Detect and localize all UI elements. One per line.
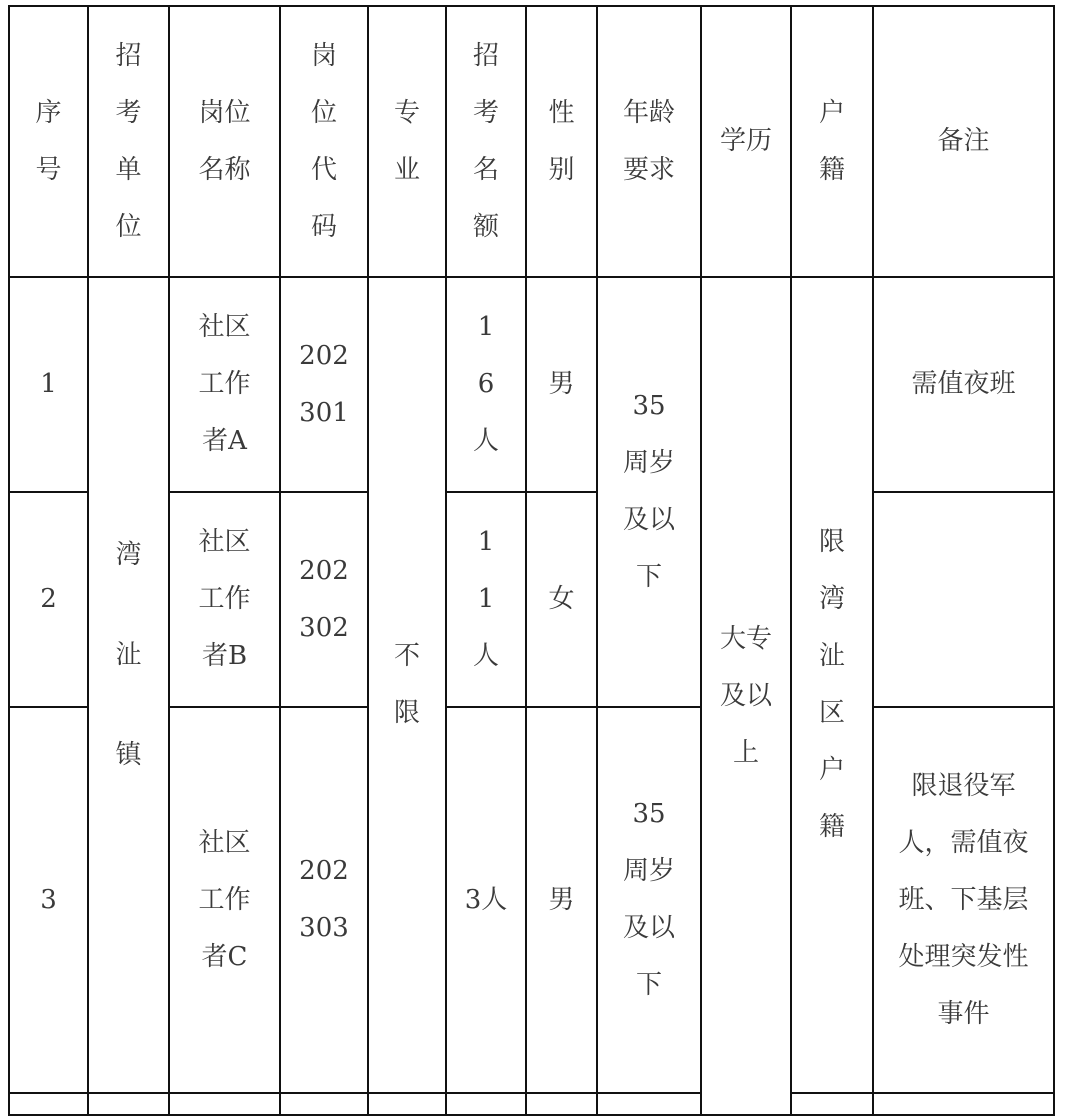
header-education: 学历 [701, 6, 791, 277]
header-index: 序号 [9, 6, 88, 277]
cell-code: 202301 [280, 277, 368, 492]
table-row [9, 277, 1054, 492]
cell-age: 35周岁及以下 [597, 277, 701, 707]
header-remark: 备注 [873, 6, 1054, 277]
header-code: 岗位代码 [280, 6, 368, 277]
cell-quota: 11人 [446, 492, 526, 707]
cell-major: 不限 [368, 277, 446, 1093]
header-row [9, 6, 1054, 277]
cell-quota: 3人 [446, 707, 526, 1093]
cell-household: 限湾沚区户籍 [791, 277, 873, 1093]
cell-index: 3 [9, 707, 88, 1093]
cell-gender: 女 [526, 492, 597, 707]
cell-age: 35周岁及以下 [597, 707, 701, 1093]
cell-gender: 男 [526, 277, 597, 492]
cell-index: 2 [9, 492, 88, 707]
cell-index: 1 [9, 277, 88, 492]
cell-gender: 男 [526, 707, 597, 1093]
table-row-partial [9, 1093, 1054, 1115]
cell-position: 社区工作者B [169, 492, 280, 707]
cell-unit: 湾沚镇 [88, 277, 169, 1093]
cell-remark: 限退役军人，需值夜班、下基层处理突发性事件 [873, 707, 1054, 1093]
cell-quota: 16人 [446, 277, 526, 492]
header-gender: 性别 [526, 6, 597, 277]
cell-remark: 需值夜班 [873, 277, 1054, 492]
cell-position: 社区工作者C [169, 707, 280, 1093]
header-quota: 招考名额 [446, 6, 526, 277]
cell-code: 202302 [280, 492, 368, 707]
recruitment-table [8, 5, 1055, 1116]
cell-remark [873, 492, 1054, 707]
cell-position: 社区工作者A [169, 277, 280, 492]
cell-education: 大专及以上 [701, 277, 791, 1115]
cell-code: 202303 [280, 707, 368, 1093]
header-unit: 招考单位 [88, 6, 169, 277]
header-age: 年龄要求 [597, 6, 701, 277]
header-household: 户籍 [791, 6, 873, 277]
header-position: 岗位名称 [169, 6, 280, 277]
header-major: 专业 [368, 6, 446, 277]
